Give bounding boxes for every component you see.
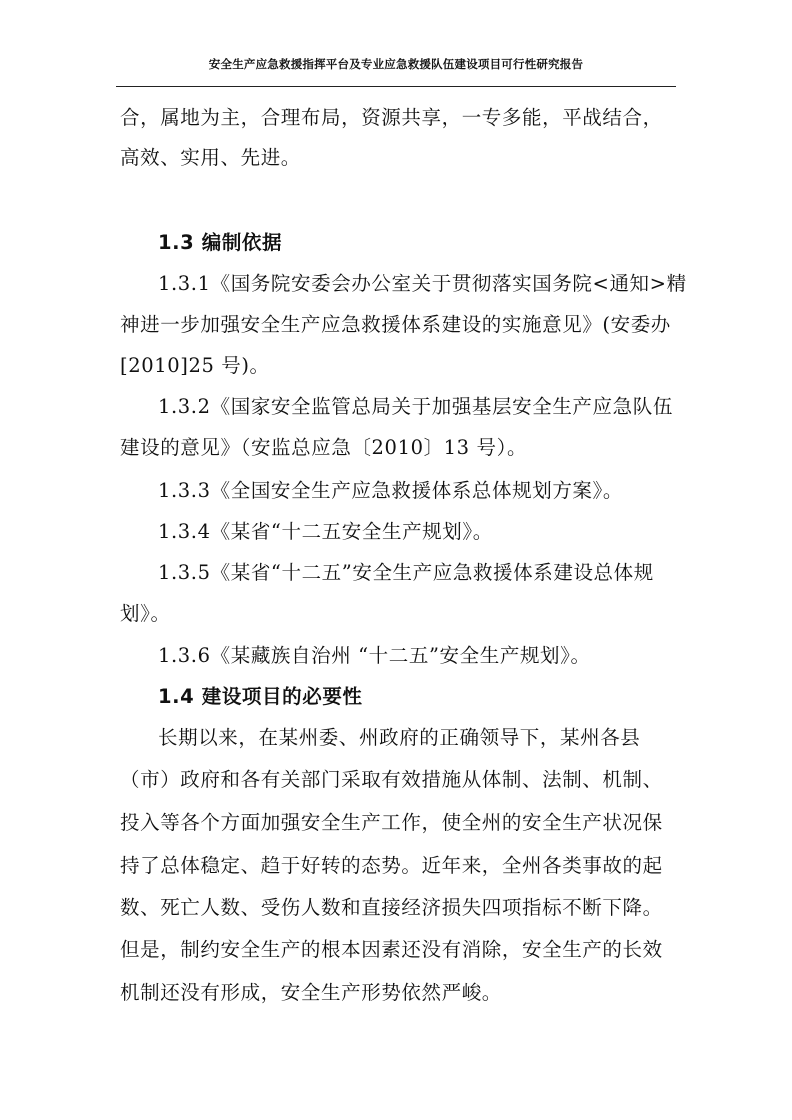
page-header-title: 安全生产应急救援指挥平台及专业应急救援队伍建设项目可行性研究报告 (208, 57, 584, 71)
paragraph-line: 机制还没有形成，安全生产形势依然严峻。 (120, 981, 502, 1004)
header-divider (116, 86, 676, 87)
paragraph-line: 长期以来，在某州委、州政府的正确领导下，某州各县 (158, 726, 641, 749)
reference-item-2: 1.3.2《国家安全监管总局关于加强基层安全生产应急队伍 (158, 395, 673, 418)
reference-item-5-cont: 划》。 (120, 602, 171, 625)
paragraph-line: 但是，制约安全生产的根本因素还没有消除，安全生产的长效 (120, 938, 663, 961)
reference-item-4: 1.3.4《某省“十二五安全生产规划》。 (158, 520, 493, 543)
section-heading-1-3: 1.3 编制依据 (158, 231, 283, 254)
reference-item-1: 1.3.1《国务院安委会办公室关于贯彻落实国务院<通知>精 (158, 272, 687, 295)
reference-item-6: 1.3.6《某藏族自治州 “十二五”安全生产规划》。 (158, 644, 591, 667)
reference-item-1-cont: [2010]25 号)。 (120, 354, 270, 377)
paragraph-line: 高效、实用、先进。 (120, 146, 301, 169)
reference-item-1-cont: 神进一步加强安全生产应急救援体系建设的实施意见》(安委办 (120, 313, 671, 336)
paragraph-line: 投入等各个方面加强安全生产工作，使全州的安全生产状况保 (120, 811, 663, 834)
section-heading-1-4: 1.4 建设项目的必要性 (158, 685, 363, 708)
paragraph-line: （市）政府和各有关部门采取有效措施从体制、法制、机制、 (120, 768, 663, 791)
paragraph-line: 数、死亡人数、受伤人数和直接经济损失四项指标不断下降。 (120, 896, 663, 919)
reference-item-5: 1.3.5《某省“十二五”安全生产应急救援体系建设总体规 (158, 561, 654, 584)
paragraph-line: 合，属地为主，合理布局，资源共享，一专多能，平战结合， (120, 106, 663, 129)
reference-item-3: 1.3.3《全国安全生产应急救援体系总体规划方案》。 (158, 479, 623, 502)
paragraph-line: 持了总体稳定、趋于好转的态势。近年来，全州各类事故的起 (120, 854, 663, 877)
reference-item-2-cont: 建设的意见》（安监总应急〔2010〕13 号）。 (120, 436, 528, 459)
